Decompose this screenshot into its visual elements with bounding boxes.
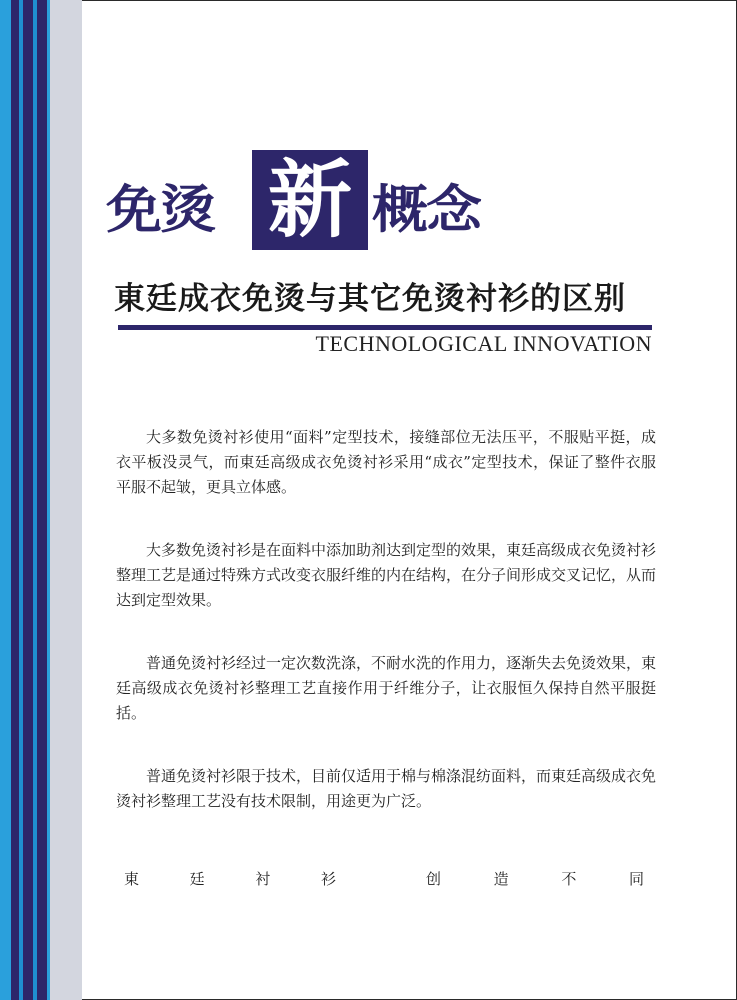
left-stripe-band: [0, 0, 84, 1000]
stripe-1: [0, 0, 11, 1000]
title-divider: [118, 325, 652, 330]
footer-char: 造: [493, 870, 509, 888]
title-right-text: 概念: [372, 180, 480, 241]
footer-char: 不: [561, 870, 577, 888]
body-text: [116, 425, 656, 852]
english-subtitle: TECHNOLOGICAL INNOVATION: [315, 331, 652, 356]
stripe-6: [37, 0, 47, 1000]
footer-char: 同: [628, 870, 644, 888]
paragraph: 普通免烫衬衫经过一定次数洗涤，不耐水洗的作用力，逐渐失去免烫效果，東廷高级成衣免烫衬衫整理工艺直接作用于纤维分子，让衣服恒久保持自然平服挺括。: [116, 654, 657, 722]
footer-char: 衬: [255, 870, 271, 888]
subtitle: 東廷成衣免烫与其它免烫衬衫的区别: [114, 281, 626, 317]
paragraph: 普通免烫衬衫限于技术，目前仅适用于棉与棉涤混纺面料，而東廷高级成衣免烫衬衫整理工艺没有技术限制，用途更为广泛。: [116, 767, 657, 810]
footer-char: 创: [426, 870, 442, 888]
footer-char: 東: [124, 870, 140, 888]
footer-char: 廷: [189, 870, 205, 888]
stripe-4: [23, 0, 33, 1000]
paragraph: 大多数免烫衬衫是在面料中添加助剂达到定型的效果，東廷高级成衣免烫衬衫整理工艺是通过特殊方式改变衣服纤维的内在结构，在分子间形成交叉记忆，从而达到定型效果。: [116, 541, 657, 609]
paragraph: 大多数免烫衬衫使用“面料”定型技术，接缝部位无法压平，不服贴平挺，成衣平板没灵气，而東廷高级成衣免烫衬衫采用“成衣”定型技术，保证了整件衣服平服不起皱，更具立体感。: [116, 428, 656, 496]
footer-slogan-right: [426, 868, 644, 889]
footer-slogan-left: [124, 868, 336, 889]
title-highlight-box: [252, 150, 368, 250]
title-highlight-text: 新: [267, 151, 352, 249]
title-left-text: 免烫: [106, 180, 214, 241]
footer-char: 衫: [320, 870, 336, 888]
stripe-8: [50, 0, 82, 1000]
stripe-2: [11, 0, 19, 1000]
main-title: [106, 150, 526, 250]
